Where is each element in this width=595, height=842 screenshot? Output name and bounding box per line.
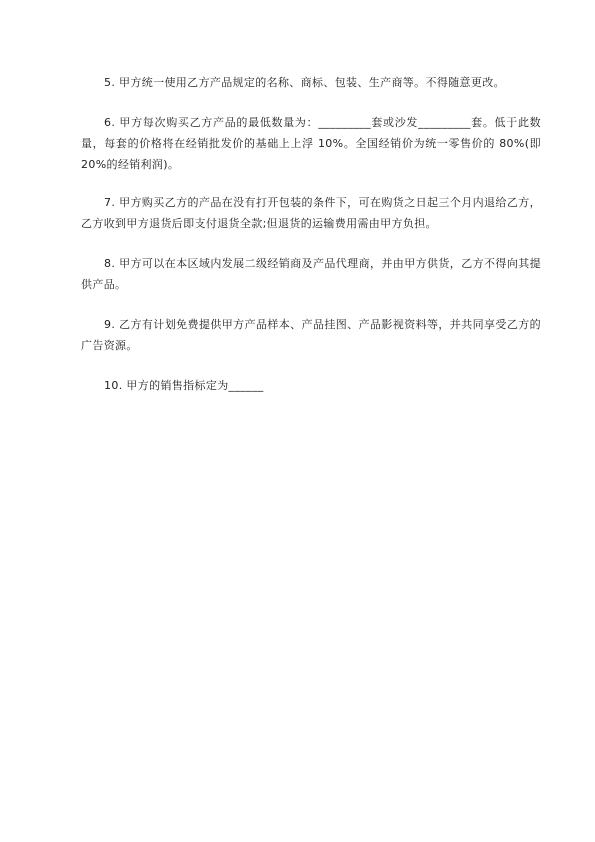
clause-10: 10. 甲方的销售指标定为______ bbox=[104, 379, 264, 392]
clause-8: 8. 甲方可以在本区域内发展二级经销商及产品代理商，并由甲方供货，乙方不得向其提供产品。 bbox=[81, 257, 541, 291]
clause-6: 6. 甲方每次购买乙方产品的最低数量为：_________套或沙发_________套。低于此数量，每套的价格将在经销批发价的基础上上浮 10%。全国经销价为统一零售价的 80%(即 20%的经销利润)。 bbox=[81, 116, 541, 171]
clause-5: 5. 甲方统一使用乙方产品规定的名称、商标、包装、生产商等。不得随意更改。 bbox=[104, 76, 505, 89]
clause-9: 9. 乙方有计划免费提供甲方产品样本、产品挂图、产品影视资料等，并共同享受乙方的广告资源。 bbox=[81, 318, 541, 352]
clause-7: 7. 甲方购买乙方的产品在没有打开包装的条件下，可在购货之日起三个月内退给乙方，乙方收到甲方退货后即支付退货全款;但退货的运输费用需由甲方负担。 bbox=[81, 196, 541, 230]
